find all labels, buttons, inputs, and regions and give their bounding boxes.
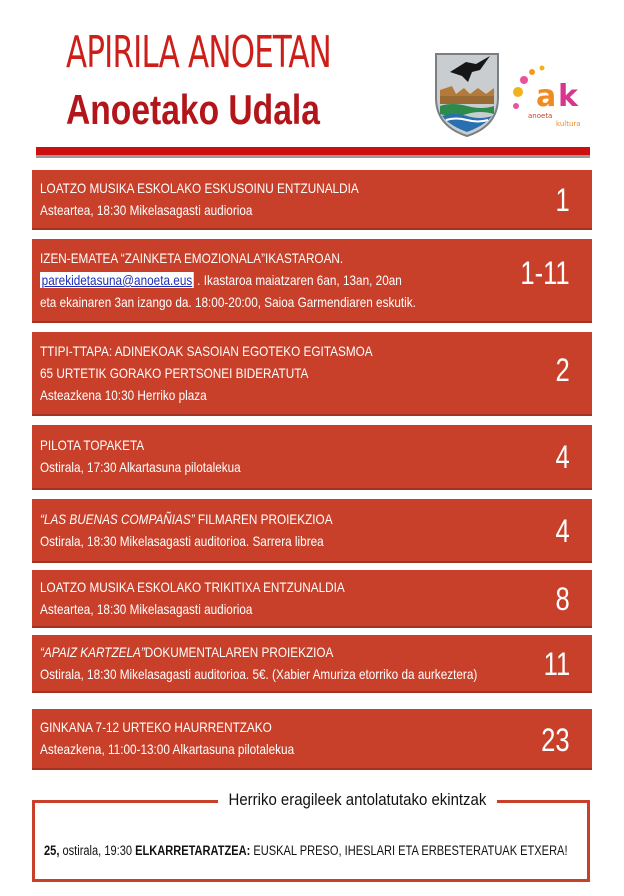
event-day: 23	[541, 722, 570, 758]
svg-text:anoeta: anoeta	[528, 112, 553, 120]
event-details: eta ekainaren 3an izango da. 18:00-20:00, Saioa Garmendiaren eskutik.	[40, 294, 416, 310]
event-row	[32, 239, 592, 323]
event-details: Ostirala, 18:30 Mikelasagasti auditorioa. Sarrera librea	[40, 533, 324, 549]
header-divider-grey	[36, 155, 590, 158]
event-details: Asteartea, 18:30 Mikelasagasti audiorioa	[40, 601, 253, 617]
event-day: 1	[555, 182, 570, 218]
event-day: 1-11	[520, 255, 570, 291]
event-title: “APAIZ KARTZELA”DOKUMENTALAREN PROIEKZIOA	[40, 644, 334, 660]
svg-text:a: a	[536, 79, 557, 114]
event-title: LOATZO MUSIKA ESKOLAKO TRIKITIXA ENTZUNALDIA	[40, 579, 345, 595]
event-row	[32, 332, 592, 416]
event-day: 4	[555, 513, 570, 549]
event-row	[32, 709, 592, 770]
event-details: Ostirala, 17:30 Alkartasuna pilotalekua	[40, 459, 241, 475]
event-title: IZEN-EMATEA “ZAINKETA EMOZIONALA”IKASTAROAN.	[40, 250, 344, 266]
event-row	[32, 570, 592, 628]
event-title: GINKANA 7-12 URTEKO HAURRENTZAKO	[40, 719, 272, 735]
local-groups-event: 25, ostirala, 19:30 ELKARRETARATZEA: EUSKAL PRESO, IHESLARI ETA ERBESTERATUAK ETXERA!	[44, 843, 568, 858]
event-row	[32, 635, 592, 693]
local-groups-heading: Herriko eragileek antolatutako ekintzak	[218, 790, 497, 810]
event-details: Ostirala, 18:30 Mikelasagasti auditorioa. 5€. (Xabier Amuriza etorriko da aurkeztera)	[40, 666, 478, 682]
event-row	[32, 170, 592, 230]
event-title: PILOTA TOPAKETA	[40, 437, 145, 453]
header-divider-red	[36, 147, 590, 155]
anoeta-coat-of-arms-icon	[432, 52, 502, 138]
page-title: APIRILA ANOETAN	[66, 27, 331, 78]
event-details: Asteartea, 18:30 Mikelasagasti audiorioa	[40, 202, 253, 218]
event-day: 4	[555, 439, 570, 475]
event-details: parekidetasuna@anoeta.eus . Ikastaroa maiatzaren 6an, 13an, 20an	[41, 272, 402, 288]
event-title: LOATZO MUSIKA ESKOLAKO ESKUSOINU ENTZUNALDIA	[40, 180, 359, 196]
event-details: Asteazkena, 11:00-13:00 Alkartasuna pilotalekua	[40, 741, 295, 757]
page-subtitle: Anoetako Udala	[66, 86, 320, 133]
event-title: “LAS BUENAS COMPAÑIAS” FILMAREN PROIEKZIOA	[40, 511, 333, 527]
event-subtitle: 65 URTETIK GORAKO PERTSONEI BIDERATUTA	[40, 365, 309, 381]
local-groups-box	[32, 800, 590, 882]
event-details: Asteazkena 10:30 Herriko plaza	[40, 387, 207, 403]
event-title: TTIPI-TTAPA: ADINEKOAK SASOIAN EGOTEKO EGITASMOA	[40, 343, 373, 359]
svg-text:kultura: kultura	[556, 120, 581, 128]
event-day: 8	[555, 581, 570, 617]
event-row	[32, 425, 592, 490]
email-link[interactable]: parekidetasuna@anoeta.eus	[41, 272, 193, 288]
svg-text:k: k	[558, 79, 578, 114]
anoeta-kultura-logo	[508, 62, 592, 128]
event-day: 11	[543, 646, 570, 682]
event-day: 2	[555, 352, 570, 388]
event-row	[32, 499, 592, 563]
